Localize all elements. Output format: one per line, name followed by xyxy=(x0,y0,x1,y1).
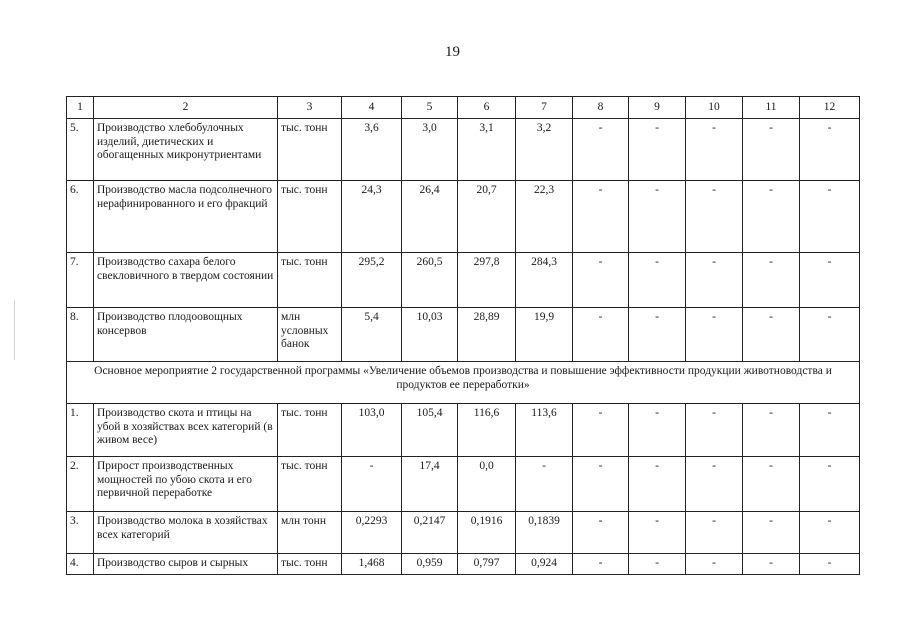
value-cell: 10,03 xyxy=(402,308,458,362)
value-cell: - xyxy=(573,253,629,308)
value-cell: - xyxy=(629,308,686,362)
value-cell: - xyxy=(629,181,686,253)
value-cell: - xyxy=(629,554,686,575)
value-cell: 24,3 xyxy=(342,181,402,253)
value-cell: - xyxy=(573,457,629,512)
unit-cell: тыс. тонн xyxy=(278,554,342,575)
row-number: 5. xyxy=(67,119,94,181)
row-number: 7. xyxy=(67,253,94,308)
value-cell: 113,6 xyxy=(516,404,573,457)
indicator-name: Прирост производственных мощностей по убою скота и его первичной переработке xyxy=(94,457,278,512)
unit-cell: тыс. тонн xyxy=(278,119,342,181)
table-row xyxy=(67,119,860,181)
table-row xyxy=(67,404,860,457)
value-cell: - xyxy=(686,119,743,181)
indicator-name: Производство плодоовощных консервов xyxy=(94,308,278,362)
header-cell: 1 xyxy=(67,97,94,119)
indicators-table xyxy=(66,96,860,575)
header-cell: 8 xyxy=(573,97,629,119)
value-cell: - xyxy=(800,554,860,575)
value-cell: - xyxy=(743,554,800,575)
page-number: 19 xyxy=(445,44,460,60)
value-cell: - xyxy=(573,181,629,253)
value-cell: 284,3 xyxy=(516,253,573,308)
header-cell: 9 xyxy=(629,97,686,119)
value-cell: - xyxy=(686,457,743,512)
row-number: 8. xyxy=(67,308,94,362)
value-cell: 26,4 xyxy=(402,181,458,253)
value-cell: - xyxy=(743,119,800,181)
unit-cell: тыс. тонн xyxy=(278,181,342,253)
value-cell: 17,4 xyxy=(402,457,458,512)
value-cell: - xyxy=(516,457,573,512)
table-row xyxy=(67,457,860,512)
value-cell: 19,9 xyxy=(516,308,573,362)
value-cell: 295,2 xyxy=(342,253,402,308)
value-cell: - xyxy=(686,404,743,457)
table-row xyxy=(67,253,860,308)
value-cell: 103,0 xyxy=(342,404,402,457)
value-cell: - xyxy=(743,512,800,554)
column-number-row xyxy=(67,97,860,119)
row-number: 2. xyxy=(67,457,94,512)
indicator-name: Производство хлебобулочных изделий, диетических и обогащенных микронутриентами xyxy=(94,119,278,181)
value-cell: 1,468 xyxy=(342,554,402,575)
value-cell: 0,797 xyxy=(458,554,516,575)
indicator-name: Производство молока в хозяйствах всех категорий xyxy=(94,512,278,554)
value-cell: - xyxy=(629,404,686,457)
row-number: 6. xyxy=(67,181,94,253)
value-cell: - xyxy=(573,404,629,457)
indicator-name: Производство сахара белого свекловичного в твердом состоянии xyxy=(94,253,278,308)
section-row xyxy=(67,362,860,404)
value-cell: - xyxy=(629,253,686,308)
value-cell: - xyxy=(686,554,743,575)
row-number: 4. xyxy=(67,554,94,575)
value-cell: - xyxy=(743,457,800,512)
value-cell: - xyxy=(743,253,800,308)
value-cell: - xyxy=(800,457,860,512)
value-cell: 116,6 xyxy=(458,404,516,457)
value-cell: 0,959 xyxy=(402,554,458,575)
unit-cell: тыс. тонн xyxy=(278,404,342,457)
indicator-name: Производство масла подсолнечного нерафинированного и его фракций xyxy=(94,181,278,253)
value-cell: - xyxy=(800,119,860,181)
value-cell: 3,1 xyxy=(458,119,516,181)
table-row xyxy=(67,554,860,575)
header-cell: 3 xyxy=(278,97,342,119)
value-cell: - xyxy=(573,512,629,554)
value-cell: 3,6 xyxy=(342,119,402,181)
value-cell: 22,3 xyxy=(516,181,573,253)
value-cell: 0,0 xyxy=(458,457,516,512)
value-cell: 260,5 xyxy=(402,253,458,308)
value-cell: - xyxy=(743,181,800,253)
unit-cell: млн условных банок xyxy=(278,308,342,362)
value-cell: - xyxy=(629,512,686,554)
header-cell: 11 xyxy=(743,97,800,119)
header-cell: 6 xyxy=(458,97,516,119)
value-cell: - xyxy=(573,554,629,575)
unit-cell: тыс. тонн xyxy=(278,457,342,512)
unit-cell: млн тонн xyxy=(278,512,342,554)
value-cell: - xyxy=(800,253,860,308)
value-cell: 3,2 xyxy=(516,119,573,181)
value-cell: 3,0 xyxy=(402,119,458,181)
value-cell: 0,2147 xyxy=(402,512,458,554)
value-cell: - xyxy=(629,457,686,512)
row-number: 3. xyxy=(67,512,94,554)
value-cell: - xyxy=(686,181,743,253)
value-cell: - xyxy=(743,404,800,457)
section-title: Основное мероприятие 2 государственной программы «Увеличение объемов производства и повышение эффективности продукции животноводства и продуктов ее переработки» xyxy=(67,362,860,404)
indicator-name: Производство скота и птицы на убой в хозяйствах всех категорий (в живом весе) xyxy=(94,404,278,457)
value-cell: - xyxy=(743,308,800,362)
indicator-name: Производство сыров и сырных xyxy=(94,554,278,575)
value-cell: - xyxy=(573,119,629,181)
value-cell: - xyxy=(686,512,743,554)
value-cell: - xyxy=(629,119,686,181)
table-row xyxy=(67,181,860,253)
header-cell: 4 xyxy=(342,97,402,119)
value-cell: - xyxy=(800,404,860,457)
value-cell: 0,2293 xyxy=(342,512,402,554)
header-cell: 7 xyxy=(516,97,573,119)
header-cell: 5 xyxy=(402,97,458,119)
table-row xyxy=(67,308,860,362)
value-cell: 0,1839 xyxy=(516,512,573,554)
value-cell: 297,8 xyxy=(458,253,516,308)
value-cell: - xyxy=(342,457,402,512)
value-cell: - xyxy=(800,181,860,253)
value-cell: 5,4 xyxy=(342,308,402,362)
scan-margin-line xyxy=(14,300,15,360)
value-cell: 20,7 xyxy=(458,181,516,253)
value-cell: - xyxy=(800,308,860,362)
value-cell: - xyxy=(686,253,743,308)
unit-cell: тыс. тонн xyxy=(278,253,342,308)
value-cell: 0,1916 xyxy=(458,512,516,554)
header-cell: 2 xyxy=(94,97,278,119)
table-row xyxy=(67,512,860,554)
value-cell: - xyxy=(686,308,743,362)
value-cell: - xyxy=(573,308,629,362)
value-cell: 0,924 xyxy=(516,554,573,575)
value-cell: 28,89 xyxy=(458,308,516,362)
header-cell: 12 xyxy=(800,97,860,119)
header-cell: 10 xyxy=(686,97,743,119)
value-cell: 105,4 xyxy=(402,404,458,457)
value-cell: - xyxy=(800,512,860,554)
row-number: 1. xyxy=(67,404,94,457)
